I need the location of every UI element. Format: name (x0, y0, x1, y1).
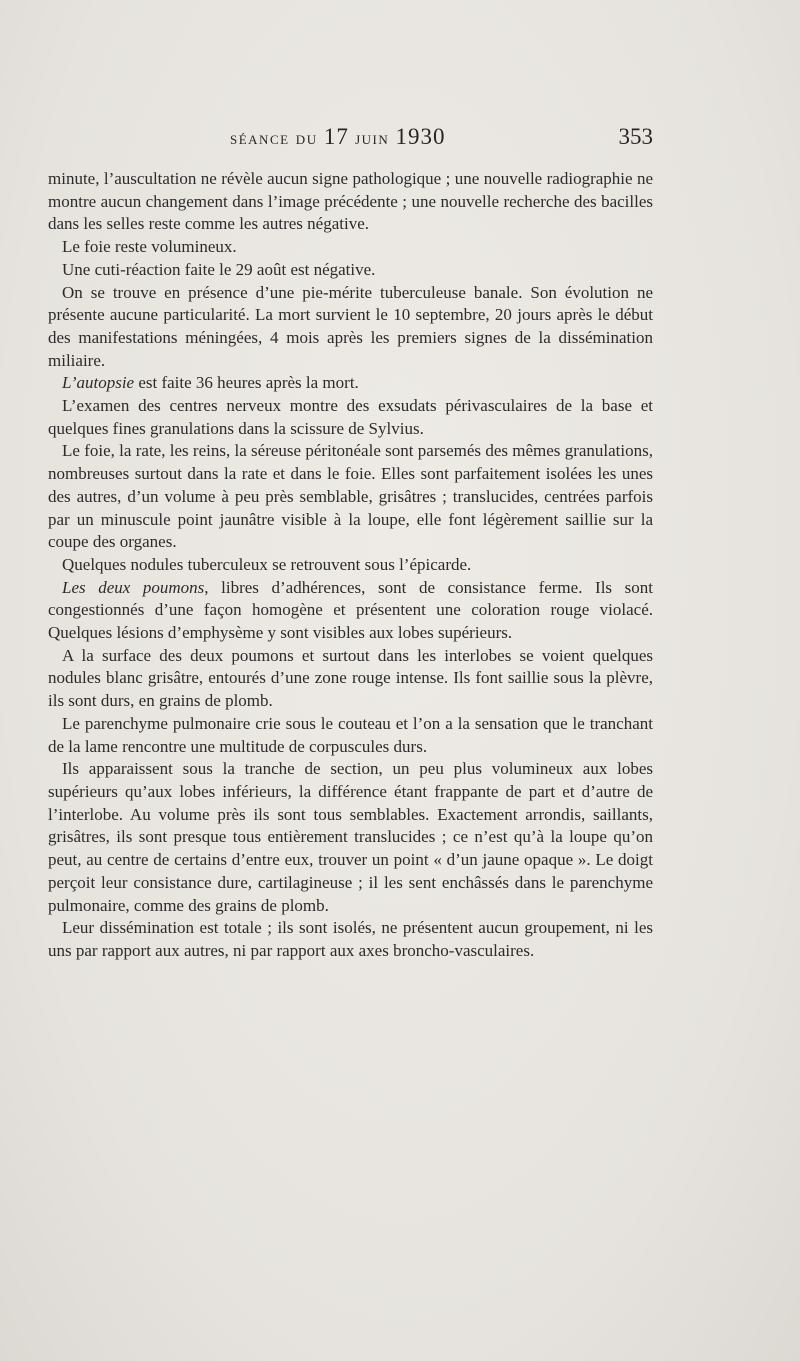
paragraph: minute, l’auscultation ne révèle aucun signe pathologique ; une nouvelle radiographie ne montre aucun changement dans l’image précédente ; une nouvelle recherche des bacilles dans les selles reste comme les autres négative. (48, 169, 653, 234)
italic-lead: Les deux poumons (62, 577, 205, 597)
italic-lead: L’autopsie (62, 373, 135, 393)
body-text (48, 168, 653, 963)
running-title-day: 17 (323, 124, 349, 149)
paragraph: Le foie, la rate, les reins, la séreuse péritonéale sont parsemés des mêmes granulations, nombreuses surtout dans la rate et dans le foie. Elles sont parfaitement isolées les unes des autres, d’un volume à peu près semblable, grisâtres ; translucides, centrées parfois par un minuscule point jaunâtre visible à la loupe, elle font légèrement saillie sur la coupe des organes. (48, 441, 653, 552)
page-header (48, 124, 653, 156)
paragraph: Les deux poumons, libres d’adhérences, sont de consistance ferme. Ils sont congestionnés d’une façon homogène et présentent une coloration rouge violacé. Quelques lésions d’emphysème y sont visibles aux lobes supérieurs. (48, 577, 653, 643)
running-title-year: 1930 (395, 124, 446, 149)
paragraph: Le parenchyme pulmonaire crie sous le couteau et l’on a la sensation que le tranchant de la lame rencontre une multitude de corpuscules durs. (48, 713, 653, 756)
paragraph: On se trouve en présence d’une pie-mérite tuberculeuse banale. Son évolution ne présente aucune particularité. La mort survient le 10 septembre, 20 jours après le début des manifestations méningées, 4 mois après les premiers signes de la dissémination miliaire. (48, 282, 653, 370)
paragraph: L’examen des centres nerveux montre des exsudats périvasculaires de la base et quelques fines granulations dans la scissure de Sylvius. (48, 396, 653, 438)
paragraph: Quelques nodules tuberculeux se retrouvent sous l’épicarde. (62, 554, 472, 574)
paragraph: Leur dissémination est totale ; ils sont isolés, ne présentent aucun groupement, ni les uns par rapport aux autres, ni par rapport aux axes broncho-vasculaires. (48, 918, 653, 960)
page-number: 353 (618, 124, 653, 149)
paragraph: L’autopsie est faite 36 heures après la mort. (62, 373, 359, 393)
running-title (230, 124, 446, 150)
running-title-month: juin (355, 128, 390, 149)
running-title-prefix: séance du (230, 128, 318, 149)
paragraph: Le foie reste volumineux. (62, 237, 237, 257)
paragraph: Ils apparaissent sous la tranche de section, un peu plus volumineux aux lobes supérieurs qu’aux lobes inférieurs, la différence étant frappante de part et d’autre de l’interlobe. Au volume près ils sont tous semblables. Exactement arrondis, saillants, grisâtres, ils sont presque tous entièrement translucides ; ce n’est qu’à la loupe qu’on peut, au centre de certains d’entre eux, trouver un point « d’un jaune opaque ». Le doigt perçoit leur consistance dure, cartilagineuse ; il les sent enchâssés dans le parenchyme pulmonaire, comme des grains de plomb. (48, 759, 653, 915)
paragraph: A la surface des deux poumons et surtout dans les interlobes se voient quelques nodules blanc grisâtre, entourés d’une zone rouge intense. Ils font saillie sous la plèvre, ils sont durs, en grains de plomb. (48, 645, 653, 711)
paragraph: Une cuti-réaction faite le 29 août est négative. (62, 259, 376, 279)
